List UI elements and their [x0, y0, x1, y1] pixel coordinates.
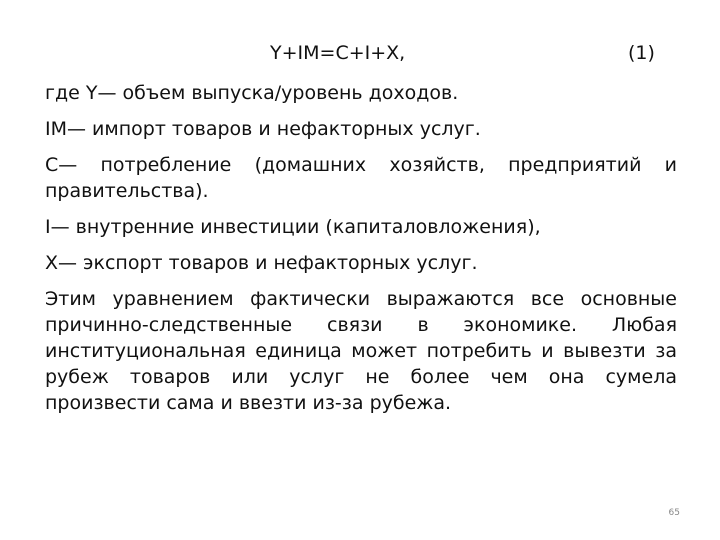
page-number: 65: [668, 508, 680, 518]
formula-line: [0, 42, 720, 68]
definition-c: C— потребление (домашних хозяйств, предприятий и правительства).: [45, 154, 677, 202]
definition-y: где Y— объем выпуска/уровень доходов.: [45, 82, 459, 104]
explanation-paragraph: Этим уравнением фактически выражаются все основные причинно-следственные связи в экономике. Любая институциональная единица может потребить и вывезти за рубеж товаров или услуг не более чем она сумела произвести сама и ввезти из-за рубежа.: [45, 288, 677, 414]
slide-content: [45, 80, 677, 426]
definition-i: I— внутренние инвестиции (капиталовложения),: [45, 216, 541, 238]
formula-number: (1): [628, 42, 655, 64]
formula-expression: Y+IM=C+I+X,: [270, 42, 406, 64]
definition-im: IM— импорт товаров и нефакторных услуг.: [45, 118, 481, 140]
definition-x: X— экспорт товаров и нефакторных услуг.: [45, 252, 478, 274]
